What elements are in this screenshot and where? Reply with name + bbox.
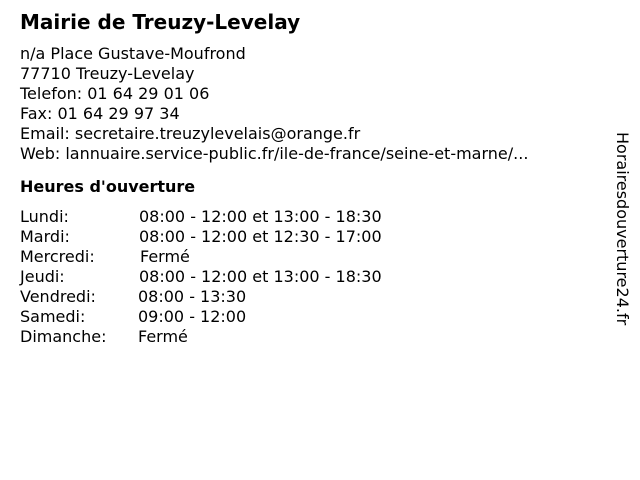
watermark-text: Horairesdouverture24.fr — [613, 132, 632, 326]
hours-row-vendredi — [20, 287, 600, 307]
day-label: Samedi: — [20, 307, 86, 326]
day-hours: 08:00 - 12:00 et 12:30 - 17:00 — [139, 227, 382, 246]
site-watermark — [610, 132, 638, 372]
day-label: Dimanche: — [20, 327, 107, 346]
hours-row-mercredi — [20, 247, 600, 267]
website-link[interactable]: Web: lannuaire.service-public.fr/ile-de-france/seine-et-marne/... — [20, 144, 529, 163]
address-street: n/a Place Gustave-Moufrond — [20, 44, 246, 63]
page-title: Mairie de Treuzy-Levelay — [20, 10, 301, 34]
email-address: Email: secretaire.treuzylevelais@orange.fr — [20, 124, 361, 143]
day-hours: 08:00 - 13:30 — [138, 287, 247, 306]
day-hours: 08:00 - 12:00 et 13:00 - 18:30 — [139, 267, 382, 286]
opening-hours-heading: Heures d'ouverture — [20, 177, 196, 196]
hours-row-samedi — [20, 307, 600, 327]
hours-row-dimanche — [20, 327, 600, 347]
day-hours: Fermé — [138, 327, 188, 346]
day-label: Vendredi: — [20, 287, 96, 306]
address-city: 77710 Treuzy-Levelay — [20, 64, 195, 83]
hours-row-mardi — [20, 227, 600, 247]
hours-row-jeudi — [20, 267, 600, 287]
day-hours: 09:00 - 12:00 — [138, 307, 247, 326]
day-label: Jeudi: — [20, 267, 65, 286]
day-hours: 08:00 - 12:00 et 13:00 - 18:30 — [139, 207, 382, 226]
opening-hours-list — [20, 207, 600, 347]
fax-number: Fax: 01 64 29 97 34 — [20, 104, 180, 123]
phone-number: Telefon: 01 64 29 01 06 — [20, 84, 210, 103]
hours-row-lundi — [20, 207, 600, 227]
business-card — [20, 10, 600, 347]
day-label: Mardi: — [20, 227, 70, 246]
day-hours: Fermé — [140, 247, 190, 266]
day-label: Lundi: — [20, 207, 69, 226]
day-label: Mercredi: — [20, 247, 95, 266]
